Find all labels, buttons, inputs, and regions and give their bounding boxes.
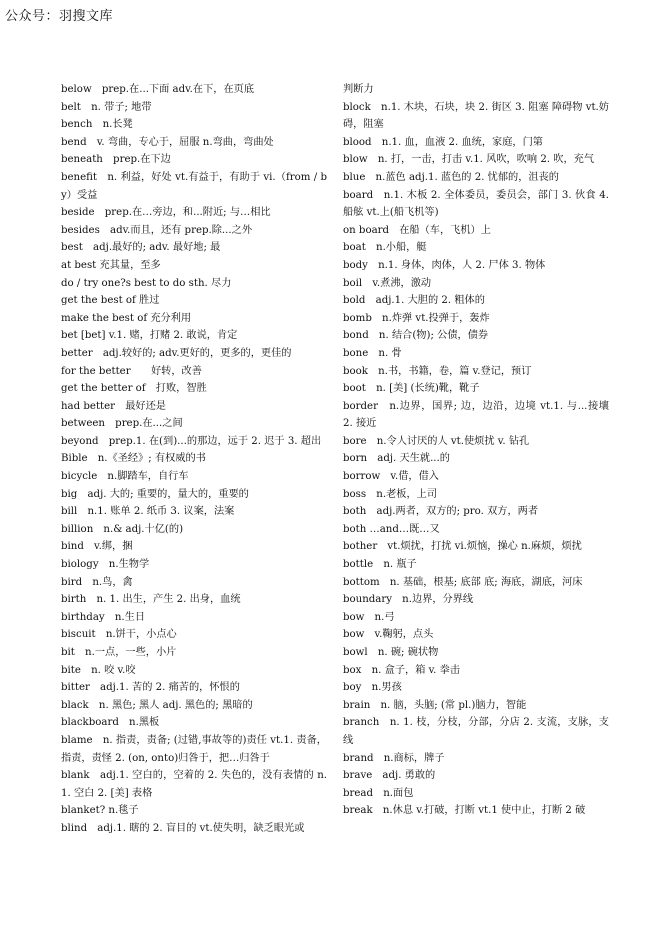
entry: book n.书，书籍，卷，篇 v.登记，预订 — [343, 365, 532, 377]
entry: blame n. 指责，责备; (过错,事故等的)责任 vt.1. 责备，指责，责怪 2. (on, onto)归咎于，把…归咎于 — [61, 734, 327, 764]
entry: bench n.长凳 — [61, 119, 133, 131]
entry: birthday n.生日 — [61, 611, 146, 623]
entry: bond n. 结合(物); 公债，债券 — [343, 330, 489, 342]
entry: blow n. 打，一击，打击 v.1. 风吹，吹响 2. 吹，充气 — [343, 154, 595, 166]
entry: birth n. 1. 出生，产生 2. 出身，血统 — [61, 594, 241, 606]
entry: do / try one?s best to do sth. 尽力 — [61, 277, 232, 289]
entry: bow n.弓 — [343, 611, 395, 623]
entry: boy n.男孩 — [343, 682, 402, 694]
entry: bold adj.1. 大胆的 2. 粗体的 — [343, 295, 485, 307]
entry: body n.1. 身体，肉体，人 2. 尸体 3. 物体 — [343, 259, 546, 271]
entry: benefit n. 利益，好处 vt.有益于，有助于 vi.（from / by）受益 — [61, 171, 327, 201]
entry: blackboard n.黑板 — [61, 717, 160, 729]
entry: boss n.老板，上司 — [343, 488, 438, 500]
left-column — [61, 81, 327, 838]
right-column — [343, 81, 609, 820]
entry: bird n.鸟，禽 — [61, 576, 133, 588]
entry: belt n. 带子; 地带 — [61, 101, 152, 113]
entry: blood n.1. 血，血液 2. 血统，家庭，门第 — [343, 136, 543, 148]
entry: branch n. 1. 枝，分枝，分部，分店 2. 支流，支脉，支线 — [343, 717, 609, 746]
entry: blank adj.1. 空白的，空着的 2. 失色的，没有表情的 n.1. 空白 2. [美] 表格 — [61, 770, 327, 799]
entry: blanket? n.毯子 — [61, 805, 139, 817]
entry: brave adj. 勇敢的 — [343, 770, 436, 782]
entry: big adj. 大的; 重要的，量大的，重要的 — [61, 488, 249, 500]
entry: blue n.蓝色 adj.1. 蓝色的 2. 忧郁的，沮丧的 — [343, 171, 559, 183]
entry: besides adv.而且，还有 prep.除...之外 — [61, 224, 253, 236]
entry: break n.休息 v.打破，打断 vt.1 使中止，打断 2 破 — [343, 805, 586, 817]
entry: bow v.鞠躬，点头 — [343, 629, 434, 641]
entry: get the best of 胜过 — [61, 295, 160, 307]
entry: both …and…既…又 — [343, 523, 440, 535]
entry: on board 在船（车，飞机）上 — [343, 224, 491, 236]
entry: biscuit n.饼干，小点心 — [61, 629, 177, 641]
entry: get the better of 打败，智胜 — [61, 383, 207, 395]
entry: boundary n.边界，分界线 — [343, 594, 474, 606]
entry: 判断力 — [343, 84, 374, 95]
entry: boot n. [美] (长统)靴，靴子 — [343, 383, 480, 395]
entry: bomb n.炸弹 vt.投弹于，轰炸 — [343, 312, 490, 324]
entry: borrow v.借，借入 — [343, 471, 439, 483]
entry: between prep.在...之间 — [61, 418, 183, 430]
entry: beside prep.在…旁边，和...附近; 与…相比 — [61, 207, 271, 219]
entry: boat n.小船，艇 — [343, 242, 427, 254]
entry: bind v.绑，捆 — [61, 541, 133, 553]
entry: biology n.生物学 — [61, 559, 150, 571]
entry: had better 最好还是 — [61, 400, 166, 412]
entry: boil v.煮沸，激动 — [343, 277, 432, 289]
entry: beyond prep.1. 在(到)...的那边，远于 2. 迟于 3. 超出 — [61, 435, 322, 447]
entry: bother vt.烦扰，打扰 vi.烦恼，操心 n.麻烦，烦扰 — [343, 541, 582, 553]
entry: bit n.一点，一些，小片 — [61, 647, 177, 658]
entry: brain n. 脑，头脑; (常 pl.)脑力，智能 — [343, 699, 527, 711]
entry: bottle n. 瓶子 — [343, 559, 417, 571]
entry: make the best of 充分利用 — [61, 312, 192, 324]
entry: born adj. 天生就...的 — [343, 453, 450, 465]
entry: box n. 盒子，箱 v. 拳击 — [343, 664, 461, 676]
entry: bite n. 咬 v.咬 — [61, 664, 136, 676]
page-header: 公众号：羽搜文库 — [5, 9, 114, 24]
entry: blind adj.1. 瞎的 2. 盲目的 vt.使失明，缺乏眼光或 — [61, 822, 305, 834]
entry: block n.1. 木块，石块，块 2. 街区 3. 阻塞 障碍物 vt.妨碍，阻塞 — [343, 101, 609, 131]
entry: bore n.令人讨厌的人 vt.使烦扰 v. 钻孔 — [343, 435, 530, 447]
entry: both adj.两者，双方的; pro. 双方，两者 — [343, 506, 539, 518]
entry: bowl n. 碗; 碗状物 — [343, 647, 439, 658]
entry: Bible n.《圣经》; 有权威的书 — [61, 453, 206, 465]
entry: black n. 黑色; 黑人 adj. 黑色的; 黑暗的 — [61, 699, 253, 711]
entry: bend v. 弯曲，专心于，屈服 n.弯曲，弯曲处 — [61, 136, 274, 148]
entry: billion n.& adj.十亿(的) — [61, 523, 184, 535]
entry: best adj.最好的; adv. 最好地; 最 — [61, 242, 221, 254]
entry: bitter adj.1. 苦的 2. 痛苦的，怀恨的 — [61, 682, 240, 694]
entry: bone n. 骨 — [343, 347, 402, 359]
entry: bill n.1. 账单 2. 纸币 3. 议案，法案 — [61, 506, 235, 518]
entry: beneath prep.在下边 — [61, 154, 171, 166]
entry: bet [bet] v.1. 赌，打赌 2. 敢说，肯定 — [61, 330, 238, 342]
entry: bottom n. 基础，根基; 底部 底; 海底，湖底，河床 — [343, 576, 583, 588]
entry: for the better 好转，改善 — [61, 365, 202, 377]
entry: at best 充其量，至多 — [61, 259, 161, 271]
entry: better adj.较好的; adv.更好的，更多的，更佳的 — [61, 347, 292, 359]
entry: border n.边界，国界; 边，边沿，边境 vt.1. 与...接壤 2. 接近 — [343, 400, 609, 430]
entry: board n.1. 木板 2. 全体委员，委员会，部门 3. 伙食 4. 船舷 vt.上(船飞机等) — [343, 189, 609, 219]
entry: brand n.商标，牌子 — [343, 752, 445, 764]
entry: below prep.在...下面 adv.在下，在页底 — [61, 84, 255, 95]
entry: bicycle n.脚踏车，自行车 — [61, 471, 189, 483]
entry: bread n.面包 — [343, 787, 414, 799]
